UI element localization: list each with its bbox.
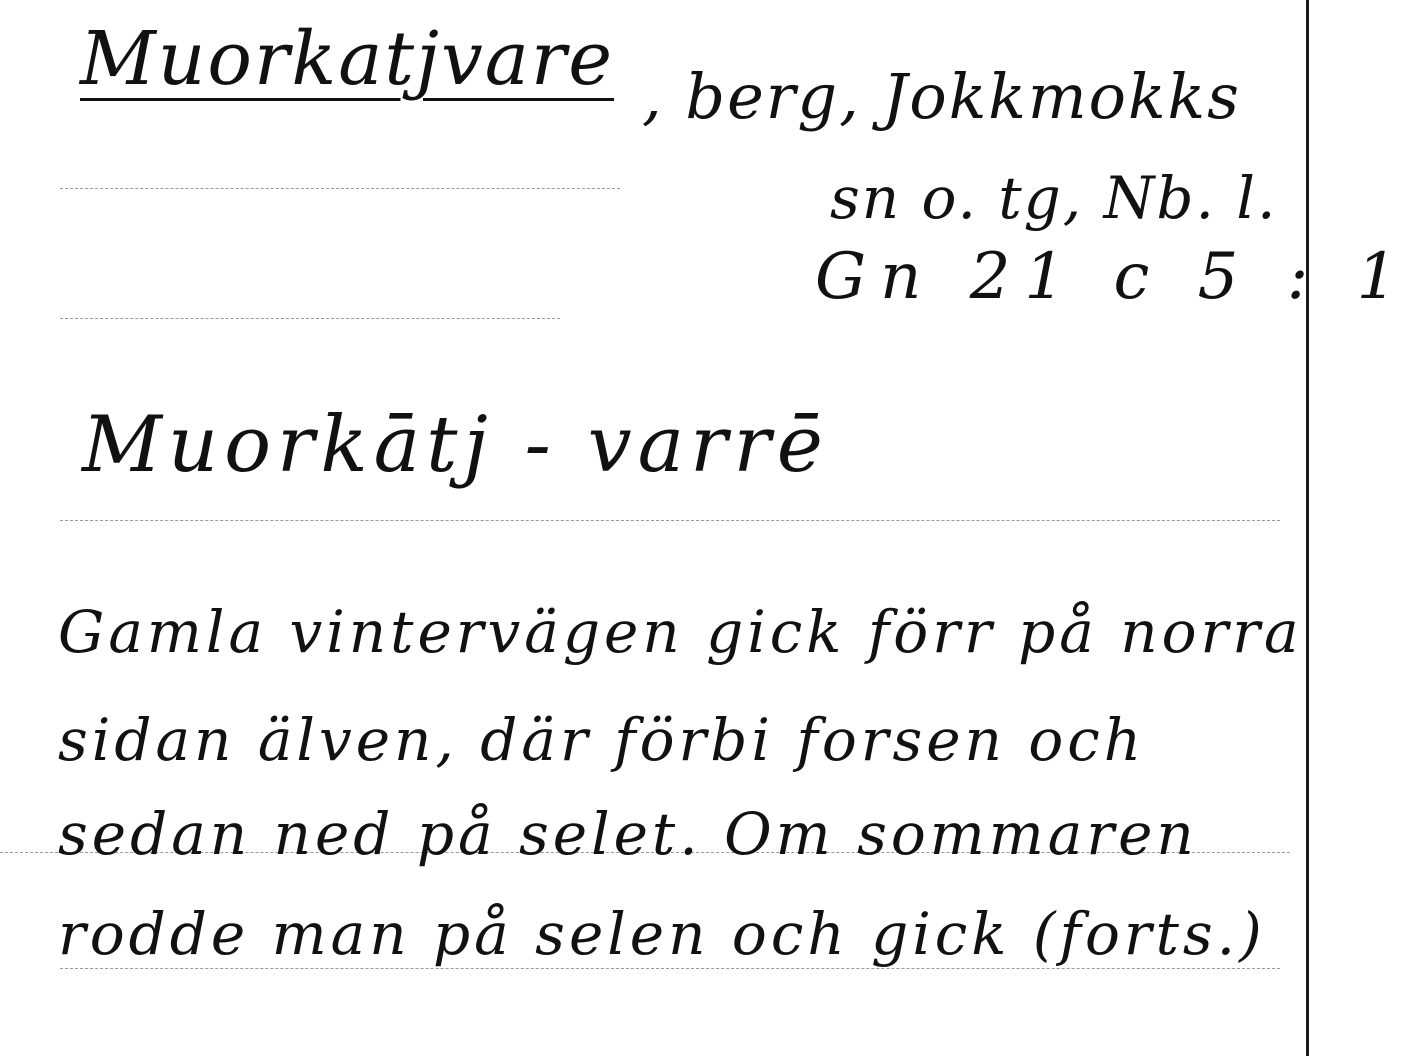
pronunciation: Muorkātj - varrē bbox=[82, 400, 829, 490]
guide-rule bbox=[60, 520, 1280, 521]
card-right-border bbox=[1306, 0, 1309, 1056]
headword: Muorkatjvare bbox=[80, 16, 615, 102]
heading-description: , berg, Jokkmokks bbox=[642, 60, 1241, 133]
guide-rule bbox=[60, 318, 560, 319]
guide-rule bbox=[60, 968, 1280, 969]
guide-rule bbox=[60, 188, 620, 189]
body-line: sidan älven, där förbi forsen och bbox=[58, 706, 1146, 774]
parish-line: sn o. tg, Nb. l. bbox=[830, 164, 1278, 232]
body-line: rodde man på selen och gick (forts.) bbox=[58, 900, 1266, 968]
map-reference: Gn 21 c 5 : 1 bbox=[815, 240, 1411, 314]
body-line: sedan ned på selet. Om sommaren bbox=[58, 800, 1198, 868]
body-line: Gamla vintervägen gick förr på norra bbox=[58, 598, 1303, 666]
